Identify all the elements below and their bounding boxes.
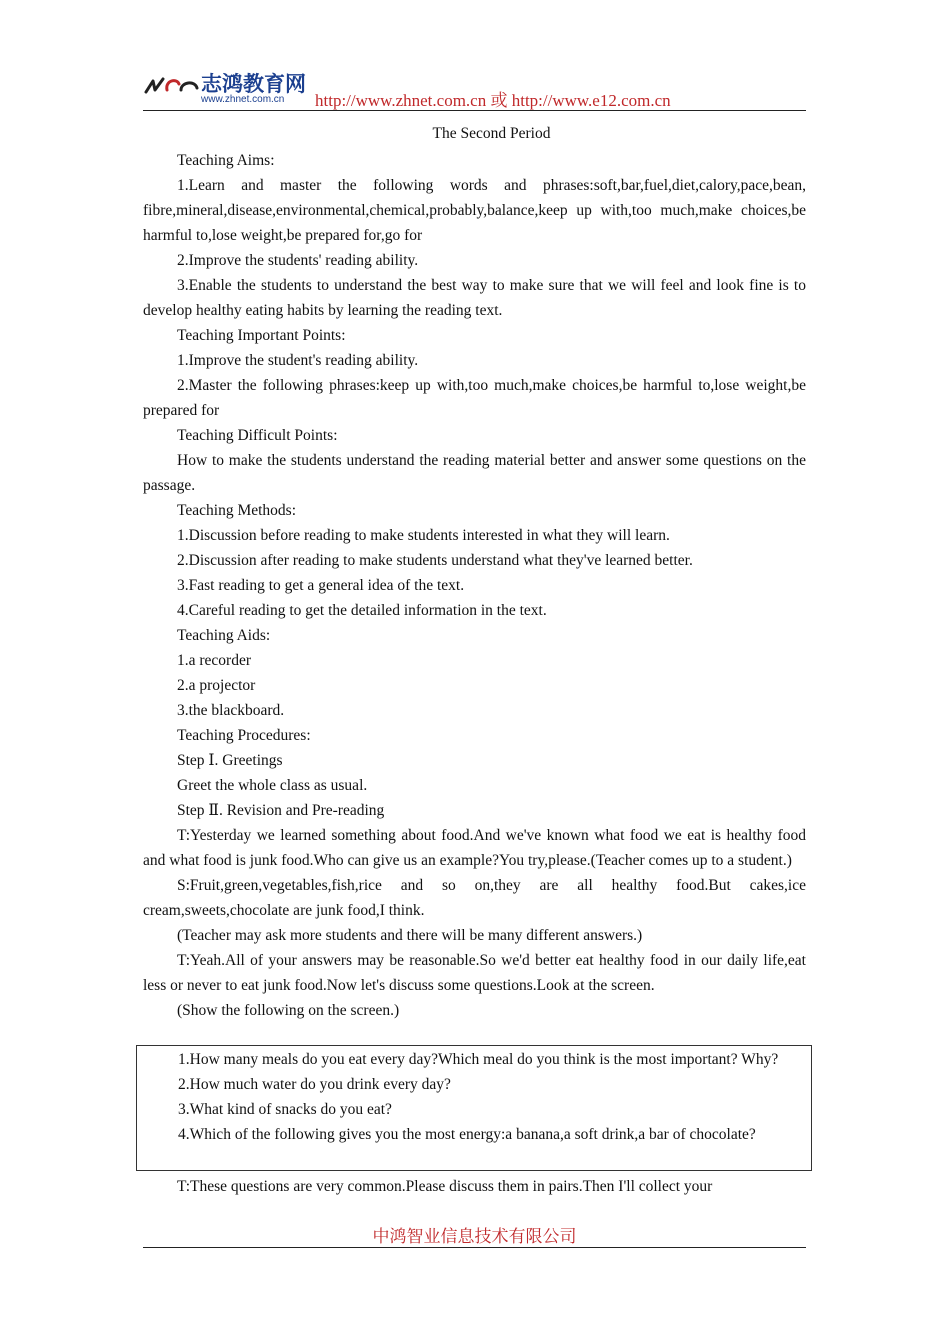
paragraph: Teaching Difficult Points:	[177, 427, 338, 444]
question-item: 1.How many meals do you eat every day?Which meal do you think is the most important? Why?	[178, 1051, 779, 1068]
questions-box	[136, 1045, 812, 1171]
paragraph: 1.Learn and master the following words and phrases:soft,bar,fuel,diet,calory,pace,bean, fibre,mineral,disease,environmental,chemical,probably,balance,keep up with,too much,make choices,be harmful to,lose weight,be prepared for,go for	[143, 177, 806, 244]
paragraph: 2.a projector	[177, 677, 256, 694]
logo-mark-icon	[143, 72, 199, 98]
paragraph: 2.Discussion after reading to make students understand what they've learned better.	[177, 552, 693, 569]
paragraph: (Show the following on the screen.)	[177, 1002, 400, 1019]
paragraph: 1.a recorder	[177, 652, 252, 669]
page-title: The Second Period	[432, 125, 551, 142]
question-item: 2.How much water do you drink every day?	[178, 1076, 451, 1093]
question-item: 3.What kind of snacks do you eat?	[178, 1101, 392, 1118]
paragraph: Teaching Important Points:	[177, 327, 346, 344]
paragraph: Teaching Procedures:	[177, 727, 311, 744]
logo-subtitle: www.zhnet.com.cn	[201, 94, 285, 105]
page-header	[143, 66, 806, 111]
paragraph: 4.Careful reading to get the detailed information in the text.	[177, 602, 547, 619]
paragraph: T:These questions are very common.Please discuss them in pairs.Then I'll collect your	[177, 1178, 713, 1195]
paragraph: 1.Improve the student's reading ability.	[177, 352, 419, 369]
document-body	[143, 148, 806, 1023]
paragraph: S:Fruit,green,vegetables,fish,rice and so on,they are all healthy food.But cakes,ice cream,sweets,chocolate are junk food,I think.	[143, 877, 806, 919]
paragraph: Teaching Methods:	[177, 502, 297, 519]
paragraph: T:Yeah.All of your answers may be reasonable.So we'd better eat healthy food in our daily life,eat less or never to eat junk food.Now let's discuss some questions.Look at the screen.	[143, 952, 806, 994]
paragraph: 2.Improve the students' reading ability.	[177, 252, 419, 269]
paragraph: 3.the blackboard.	[177, 702, 285, 719]
question-item: 4.Which of the following gives you the most energy:a banana,a soft drink,a bar of chocolate?	[178, 1126, 756, 1143]
paragraph: 3.Enable the students to understand the best way to make sure that we will feel and look fine is to develop healthy eating habits by learning the reading text.	[143, 277, 806, 319]
paragraph: T:Yesterday we learned something about food.And we've known what food we eat is healthy food and what food is junk food.Who can give us an example?You try,please.(Teacher comes up to a student.)	[143, 827, 806, 869]
site-logo[interactable]	[143, 68, 313, 104]
continuation-paragraph	[143, 1174, 806, 1199]
logo-title: 志鸿教育网	[201, 72, 306, 96]
paragraph: (Teacher may ask more students and there will be many different answers.)	[177, 927, 643, 944]
paragraph: Step Ⅰ. Greetings	[177, 752, 283, 769]
paragraph: 3.Fast reading to get a general idea of the text.	[177, 577, 465, 594]
header-url-link[interactable]: http://www.zhnet.com.cn 或 http://www.e12.com.cn	[315, 91, 671, 110]
paragraph: Teaching Aims:	[177, 152, 275, 169]
paragraph: 2.Master the following phrases:keep up with,too much,make choices,be harmful to,lose weight,be prepared for	[143, 377, 806, 419]
paragraph: 1.Discussion before reading to make students interested in what they will learn.	[177, 527, 670, 544]
footer-company: 中鸿智业信息技术有限公司	[372, 1227, 577, 1247]
paragraph: Greet the whole class as usual.	[177, 777, 368, 794]
page-footer	[143, 1222, 806, 1248]
paragraph: Step Ⅱ. Revision and Pre-reading	[177, 802, 385, 819]
paragraph: How to make the students understand the reading material better and answer some questions on the passage.	[143, 452, 806, 494]
paragraph: Teaching Aids:	[177, 627, 271, 644]
